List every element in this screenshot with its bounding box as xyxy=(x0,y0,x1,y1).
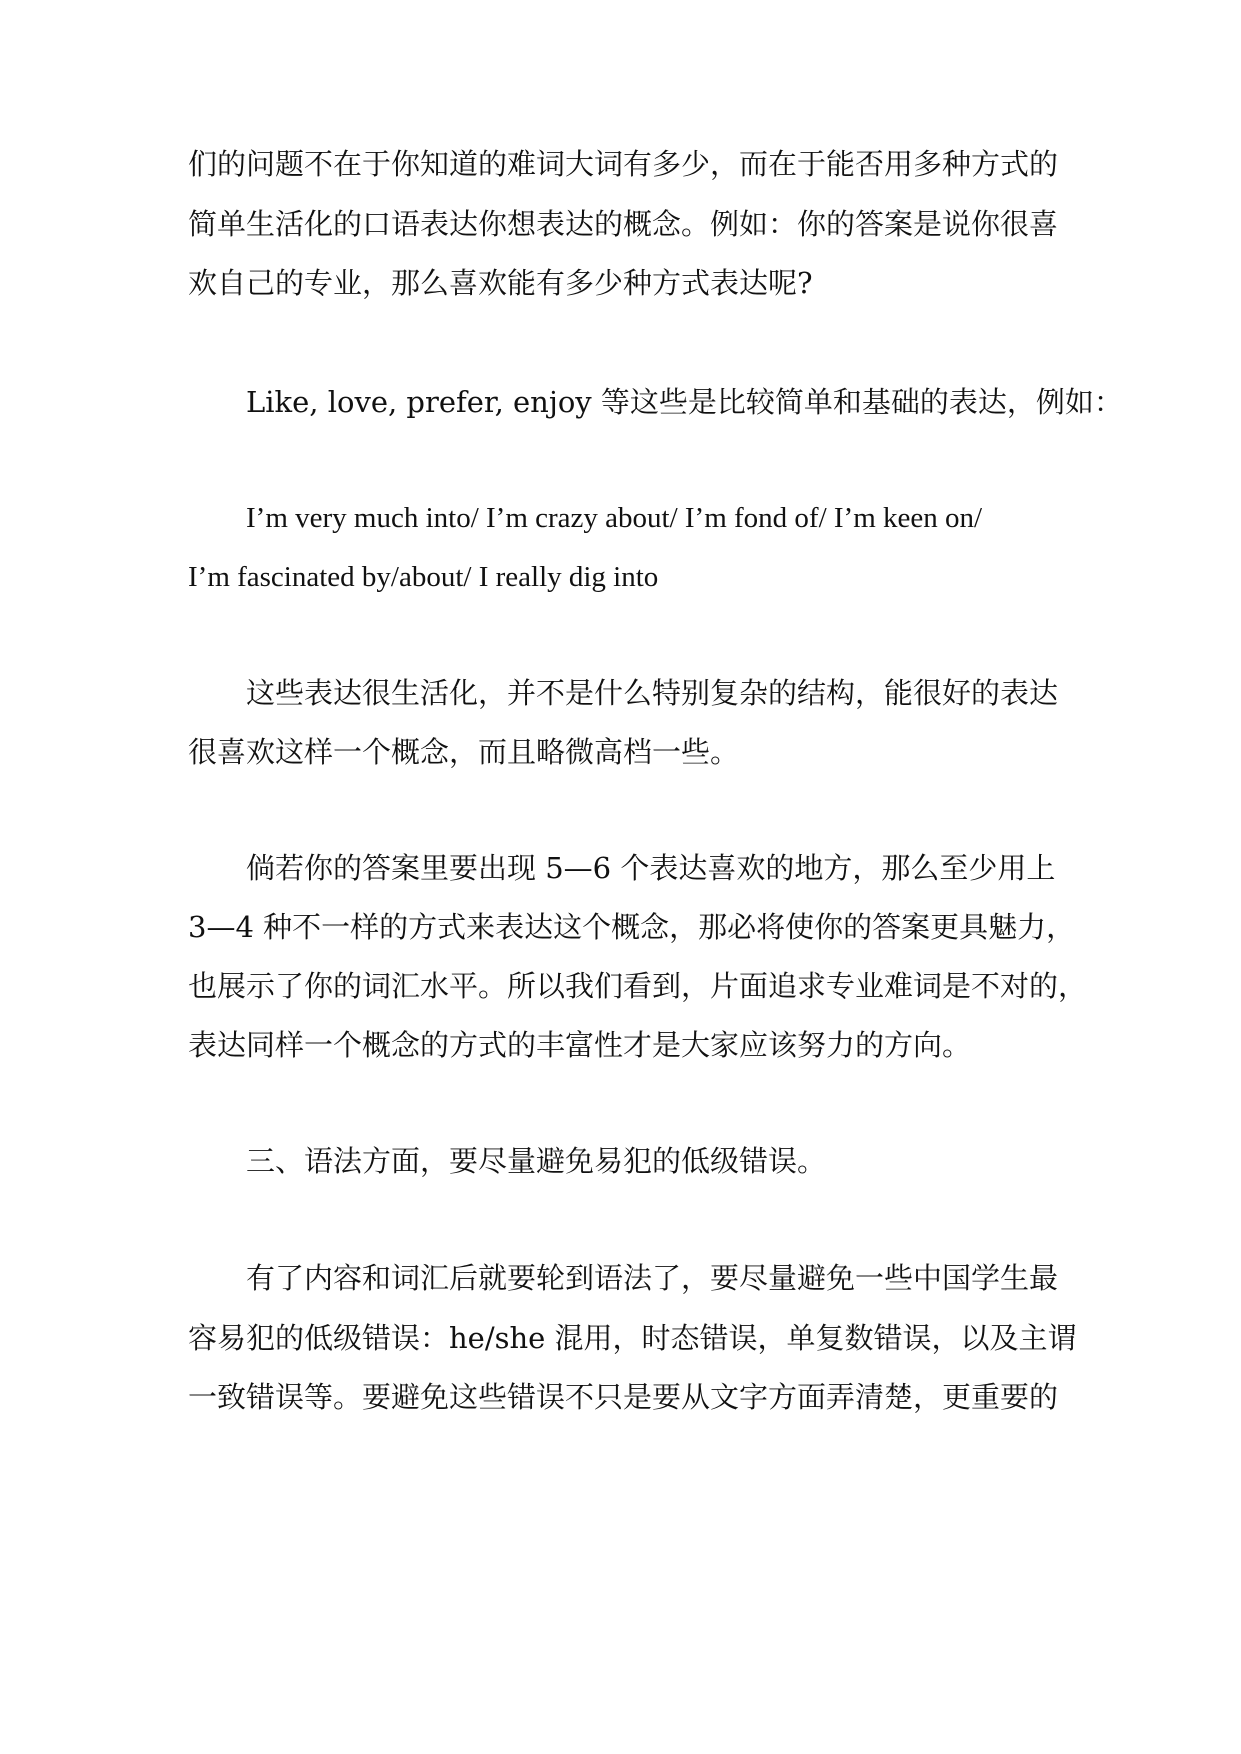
paragraph-5-line-2: 3—4 种不一样的方式来表达这个概念，那必将使你的答案更具魅力， xyxy=(188,910,1076,944)
paragraph-1-line-3: 欢自己的专业，那么喜欢能有多少种方式表达呢? xyxy=(188,266,813,300)
paragraph-2-line-1: Like, love, prefer, enjoy 等这些是比较简单和基础的表达，例如： xyxy=(246,385,1123,419)
section-heading-grammar: 三、语法方面，要尽量避免易犯的低级错误。 xyxy=(246,1144,827,1178)
paragraph-7-line-3: 一致错误等。要避免这些错误不只是要从文字方面弄清楚，更重要的 xyxy=(188,1380,1059,1414)
paragraph-5-line-4: 表达同样一个概念的方式的丰富性才是大家应该努力的方向。 xyxy=(188,1028,972,1062)
paragraph-5-line-3: 也展示了你的词汇水平。所以我们看到，片面追求专业难词是不对的， xyxy=(188,969,1088,1003)
paragraph-1-line-2: 简单生活化的口语表达你想表达的概念。例如：你的答案是说你很喜 xyxy=(188,207,1059,241)
paragraph-4-line-2: 很喜欢这样一个概念，而且略微高档一些。 xyxy=(188,735,740,769)
paragraph-7-line-1: 有了内容和词汇后就要轮到语法了，要尽量避免一些中国学生最 xyxy=(246,1261,1059,1295)
paragraph-7-line-2: 容易犯的低级错误：he/she 混用，时态错误，单复数错误，以及主谓 xyxy=(188,1321,1077,1355)
paragraph-3-line-2: I’m fascinated by/about/ I really dig into xyxy=(188,561,659,593)
paragraph-1-line-1: 们的问题不在于你知道的难词大词有多少，而在于能否用多种方式的 xyxy=(188,147,1059,181)
paragraph-5-line-1: 倘若你的答案里要出现 5—6 个表达喜欢的地方，那么至少用上 xyxy=(246,851,1056,885)
paragraph-3-line-1: I’m very much into/ I’m crazy about/ I’m fond of/ I’m keen on/ xyxy=(246,502,983,534)
paragraph-4-line-1: 这些表达很生活化，并不是什么特别复杂的结构，能很好的表达 xyxy=(246,676,1059,710)
